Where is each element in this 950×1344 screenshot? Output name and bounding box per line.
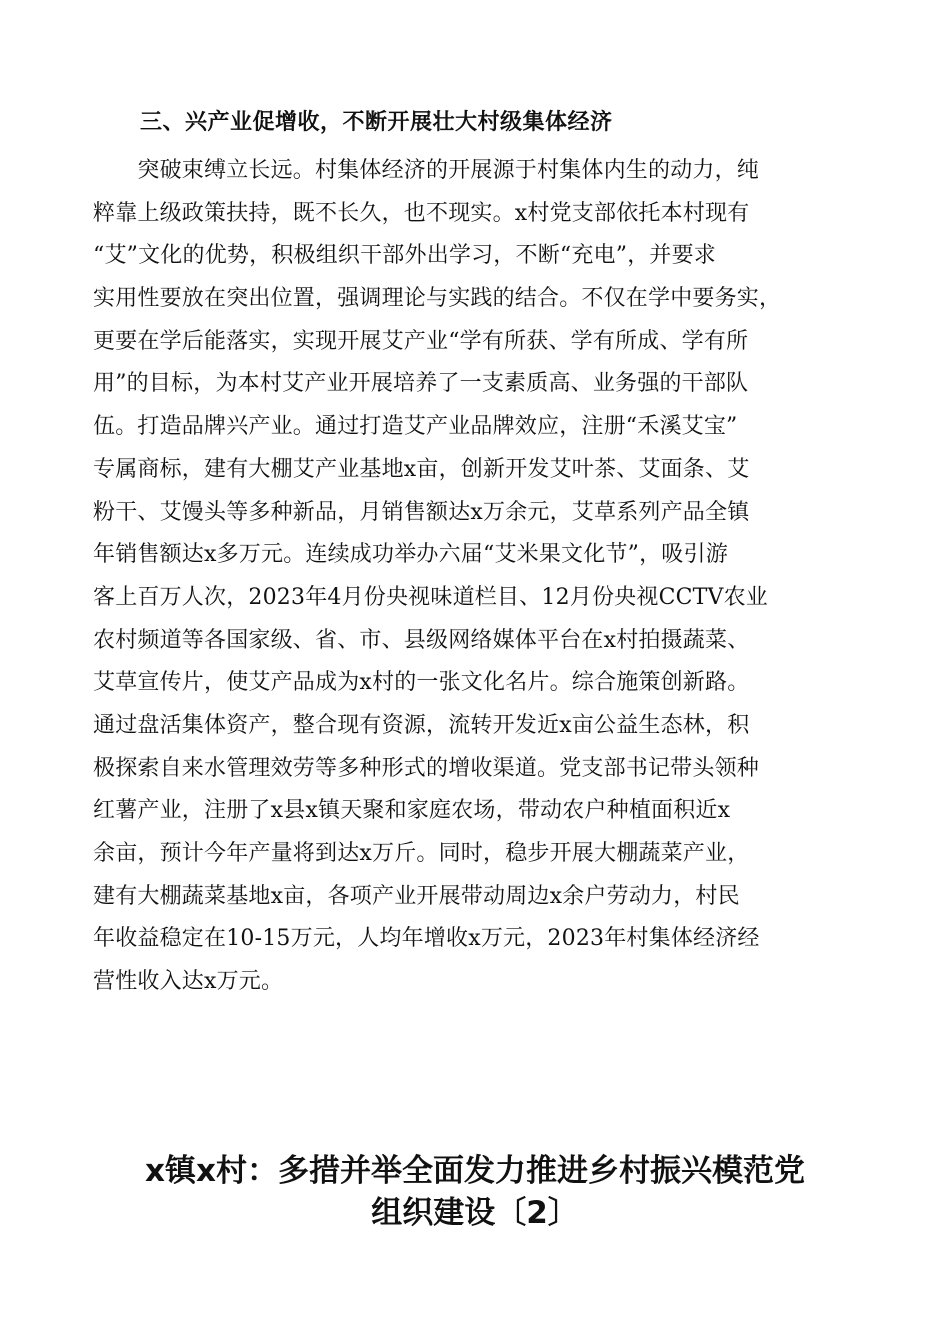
body-line: 艾草宣传片，使艾产品成为x村的一张文化名片。综合施策创新路。 — [93, 670, 750, 696]
body-line: 年收益稳定在10-15万元，人均年增收x万元，2023年村集体经济经 — [93, 926, 760, 952]
body-line: 客上百万人次，2023年4月份央视味道栏目、12月份央视CCTV农业 — [93, 584, 769, 610]
section-heading: 三、兴产业促增收，不断开展壮大村级集体经济 — [140, 110, 613, 135]
body-line: 红薯产业，注册了x县x镇天聚和家庭农场，带动农户种植面积近x — [93, 798, 731, 824]
body-line: 粉干、艾馒头等多种新品，月销售额达x万余元，艾草系列产品全镇 — [93, 499, 750, 525]
body-line: 通过盘活集体资产，整合现有资源，流转开发近x亩公益生态林，积 — [93, 712, 750, 738]
body-line: 余亩，预计今年产量将到达x万斤。同时，稳步开展大棚蔬菜产业， — [93, 841, 750, 866]
document-title-line-2: 组织建设〔2〕 — [371, 1195, 579, 1231]
body-line: 极探索自来水管理效劳等多种形式的增收渠道。党支部书记带头领种 — [93, 755, 760, 781]
body-line: 粹靠上级政策扶持，既不长久，也不现实。x村党支部依托本村现有 — [93, 200, 750, 226]
body-line: 建有大棚蔬菜基地x亩，各项产业开展带动周边x余户劳动力，村民 — [93, 883, 740, 909]
body-line: 年销售额达x多万元。连续成功举办六届“艾米果文化节”，吸引游 — [93, 542, 728, 568]
body-line: 农村频道等各国家级、省、市、县级网络媒体平台在x村拍摄蔬菜、 — [93, 627, 750, 653]
body-line: “艾”文化的优势，积极组织干部外出学习，不断“充电”，并要求 — [93, 243, 716, 269]
body-line: 营性收入达x万元。 — [93, 969, 284, 995]
document-title — [80, 1150, 870, 1234]
body-line: 用”的目标，为本村艾产业开展培养了一支素质高、业务强的干部队 — [93, 371, 749, 397]
body-line: 突破束缚立长远。村集体经济的开展源于村集体内生的动力，纯 — [93, 158, 760, 183]
document-title-line-1: x镇x村：多措并举全面发力推进乡村振兴模范党 — [145, 1153, 805, 1189]
body-line: 实用性要放在突出位置，强调理论与实践的结合。不仅在学中要务实， — [93, 286, 782, 312]
body-line: 专属商标，建有大棚艾产业基地x亩，创新开发艾叶茶、艾面条、艾 — [93, 456, 750, 482]
body-text — [93, 150, 873, 1004]
body-line: 更要在学后能落实，实现开展艾产业“学有所获、学有所成、学有所 — [93, 328, 749, 354]
body-line: 伍。打造品牌兴产业。通过打造艾产业品牌效应，注册“禾溪艾宝” — [93, 414, 738, 440]
